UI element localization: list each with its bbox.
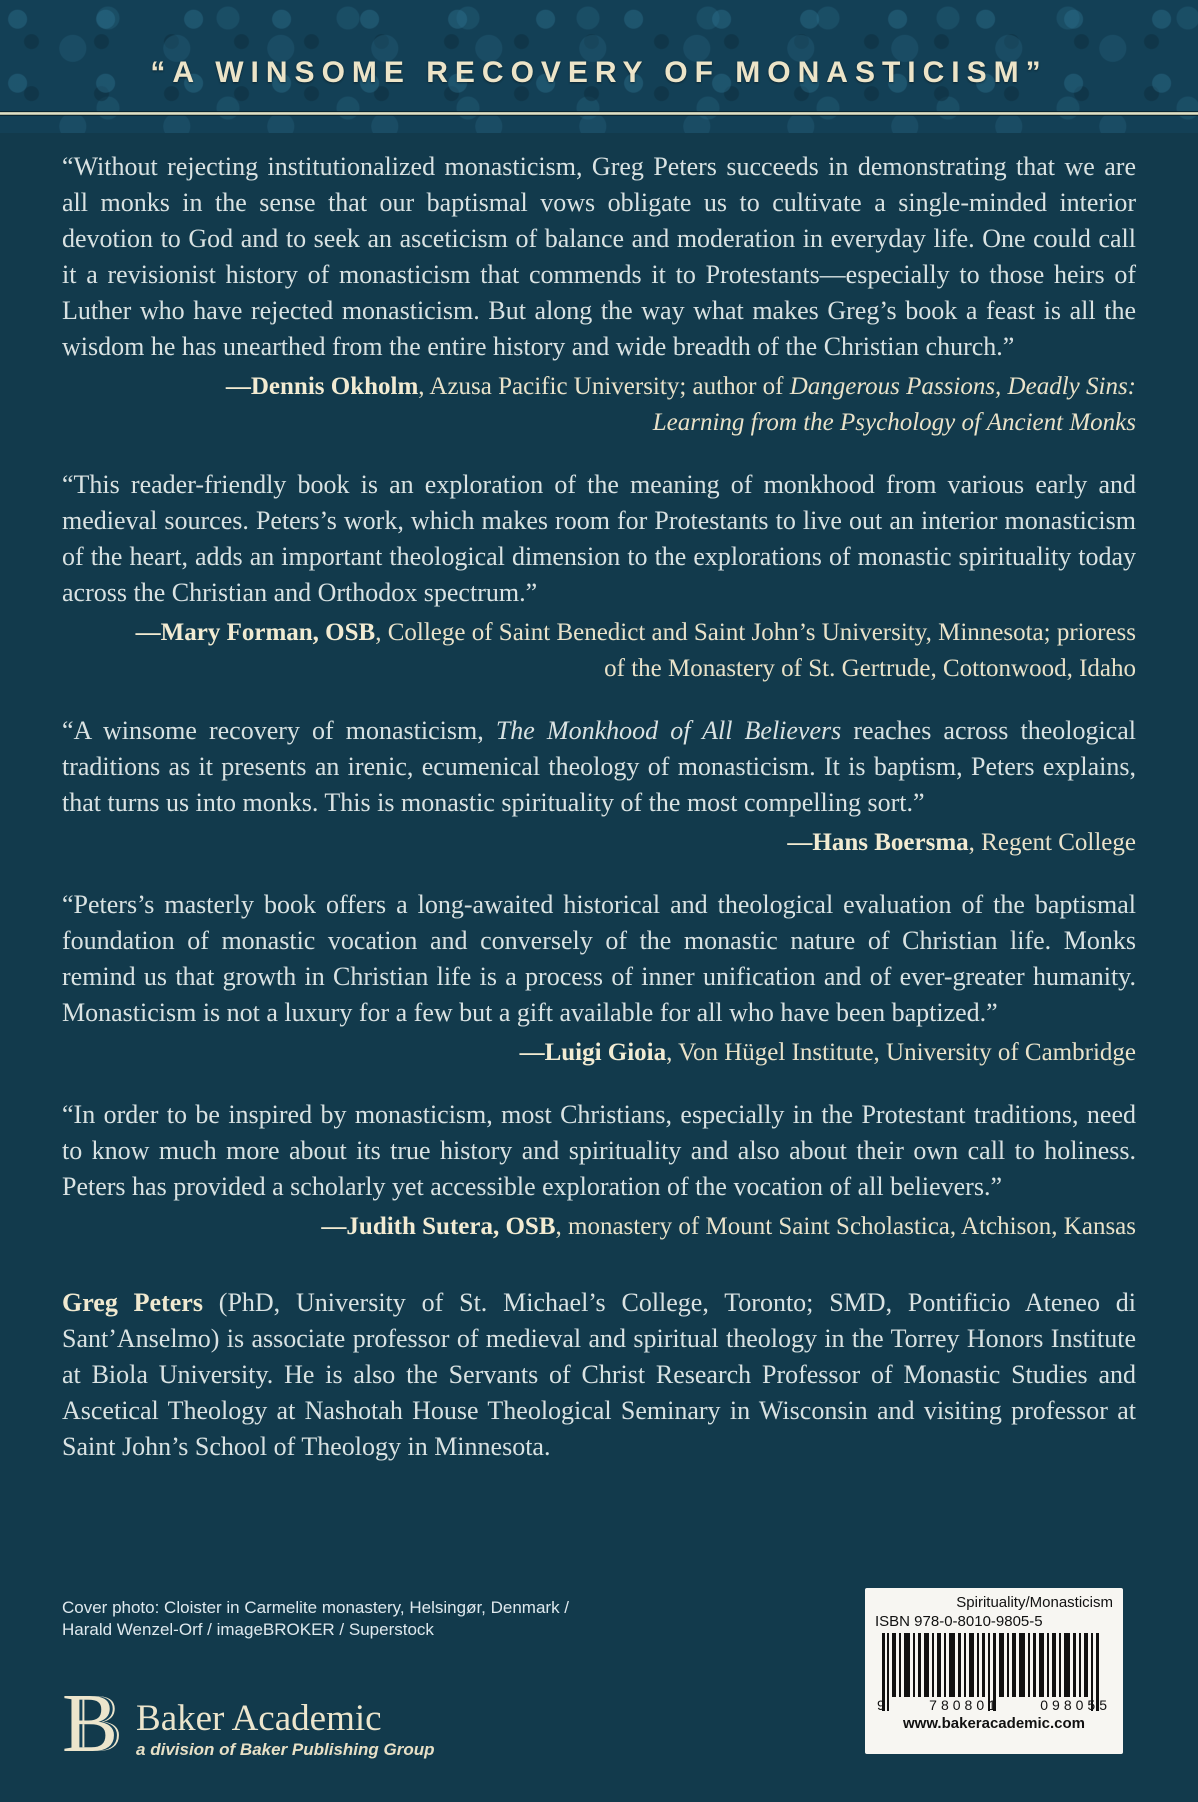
endorsement-attribution [62, 825, 1136, 861]
endorsement-quote [62, 887, 1136, 1031]
quote-text: “This reader-friendly book is an exploration of the meaning of monkhood from various early and medieval sources. Peters’s work, which makes room for Protestants to live out an interior monasticism of the heart, adds an important theological dimension to the explorations of monastic spirituality today across the Christian and Orthodox spectrum.” [62, 470, 1136, 607]
barcode-digit-group-2: 098055 [1040, 1697, 1111, 1713]
endorsement-quote [62, 467, 1136, 611]
endorsement-attribution [62, 1209, 1136, 1245]
endorsement-attribution [62, 369, 1136, 441]
barcode-digit-lead: 9 [877, 1697, 889, 1713]
baker-b-logo-icon: B [62, 1677, 115, 1770]
endorser-affiliation: , monastery of Mount Saint Scholastica, Atchison, Kansas [555, 1213, 1136, 1240]
endorsement-quote [62, 713, 1136, 821]
subject-category: Spirituality/Monasticism [956, 1594, 1113, 1611]
quote-text: reaches across theological traditions as it presents an irenic, ecumenical theology of monasticism. It is baptism, Peters explains, that turns us into monks. This is monastic spirituality of the most compelling sort.” [62, 716, 1137, 817]
publisher-text [136, 1682, 434, 1760]
endorsement-attribution [62, 1035, 1136, 1071]
cover-photo-credit [62, 1597, 569, 1641]
barcode-digit-group-1: 780801 [929, 1697, 1000, 1713]
publisher-name: Baker Academic [136, 1698, 382, 1739]
damask-pattern-band [0, 0, 1198, 133]
endorsement-block [62, 887, 1136, 1071]
endorsement-block [62, 1097, 1136, 1245]
horizontal-rule [0, 112, 1198, 115]
author-bio [62, 1285, 1136, 1465]
endorsements-column [0, 133, 1198, 1465]
publisher-logo [62, 1677, 435, 1770]
credit-line-1: Cover photo: Cloister in Carmelite monastery, Helsingør, Denmark / [62, 1598, 570, 1617]
endorser-name: —Mary Forman, OSB [135, 619, 376, 646]
endorser-affiliation: , Azusa Pacific University; author of [418, 373, 790, 400]
barcode-digits [877, 1698, 1111, 1712]
quote-text: “A winsome recovery of monasticism, [62, 716, 496, 745]
endorser-name: —Hans Boersma [787, 829, 969, 856]
credit-line-2: Harald Wenzel-Orf / imageBROKER / Superstock [62, 1620, 434, 1639]
cover-headline: “A WINSOME RECOVERY OF MONASTICISM” [150, 56, 1048, 89]
endorsement-block [62, 467, 1136, 687]
quote-text: “Peters’s masterly book offers a long-awaited historical and theological evaluation of the baptismal foundation of monastic vocation and conversely of the monastic nature of Christian life. Monks remind us that growth in Christian life is a process of inner unification and of ever-greater humanity. Monasticism is not a luxury for a few but a gift available for all who have been baptized.” [62, 890, 1136, 1027]
endorsement-attribution [62, 615, 1136, 687]
publisher-tagline: a division of Baker Publishing Group [136, 1740, 435, 1759]
endorser-name: —Dennis Okholm [225, 373, 419, 400]
endorser-affiliation: , Regent College [968, 829, 1136, 856]
isbn-number: ISBN 978-0-8010-9805-5 [875, 1613, 1043, 1630]
quote-book-title: The Monkhood of All Believers [495, 716, 842, 745]
endorsement-quote [62, 1097, 1136, 1205]
publisher-website: www.bakeracademic.com [902, 1715, 1086, 1732]
quote-text: “In order to be inspired by monasticism, most Christians, especially in the Protestant traditions, need to know much more about its true history and spirituality and also about their own call to holiness. Peters has provided a scholarly yet accessible exploration of the vocation of all believers.” [62, 1100, 1136, 1201]
endorsement-quote [62, 149, 1136, 365]
endorser-affiliation: , Von Hügel Institute, University of Cambridge [666, 1039, 1136, 1066]
author-bio-text: (PhD, University of St. Michael’s College, Toronto; SMD, Pontificio Ateneo di Sant’Anselmo) is associate professor of medieval and spiritual theology in the Torrey Honors Institute at Biola University. He is also the Servants of Christ Research Professor of Monastic Studies and Ascetical Theology at Nashotah House Theological Seminary in Wisconsin and visiting professor at Saint John’s School of Theology in Minnesota. [62, 1288, 1136, 1461]
endorser-name: —Luigi Gioia [519, 1039, 667, 1066]
endorser-affiliation: , College of Saint Benedict and Saint John’s University, Minnesota; prioress of the Monastery of St. Gertrude, Cottonwood, Idaho [375, 619, 1136, 682]
author-name: Greg Peters [62, 1288, 203, 1317]
endorser-book-title: Dangerous Passions, Deadly Sins: Learning from the Psychology of Ancient Monks [652, 373, 1136, 436]
endorsement-block [62, 713, 1136, 861]
endorsement-block [62, 149, 1136, 441]
endorser-name: —Judith Sutera, OSB [321, 1213, 556, 1240]
isbn-barcode-box [865, 1588, 1123, 1754]
quote-text: “Without rejecting institutionalized monasticism, Greg Peters succeeds in demonstrating that we are all monks in the sense that our baptismal vows obligate us to cultivate a single-minded interior devotion to God and to seek an asceticism of balance and moderation in everyday life. One could call it a revisionist history of monasticism that commends it to Protestants—especially to those heirs of Luther who have rejected monasticism. But along the way what makes Greg’s book a feast is all the wisdom he has unearthed from the entire history and wide breadth of the Christian church.” [62, 152, 1136, 361]
